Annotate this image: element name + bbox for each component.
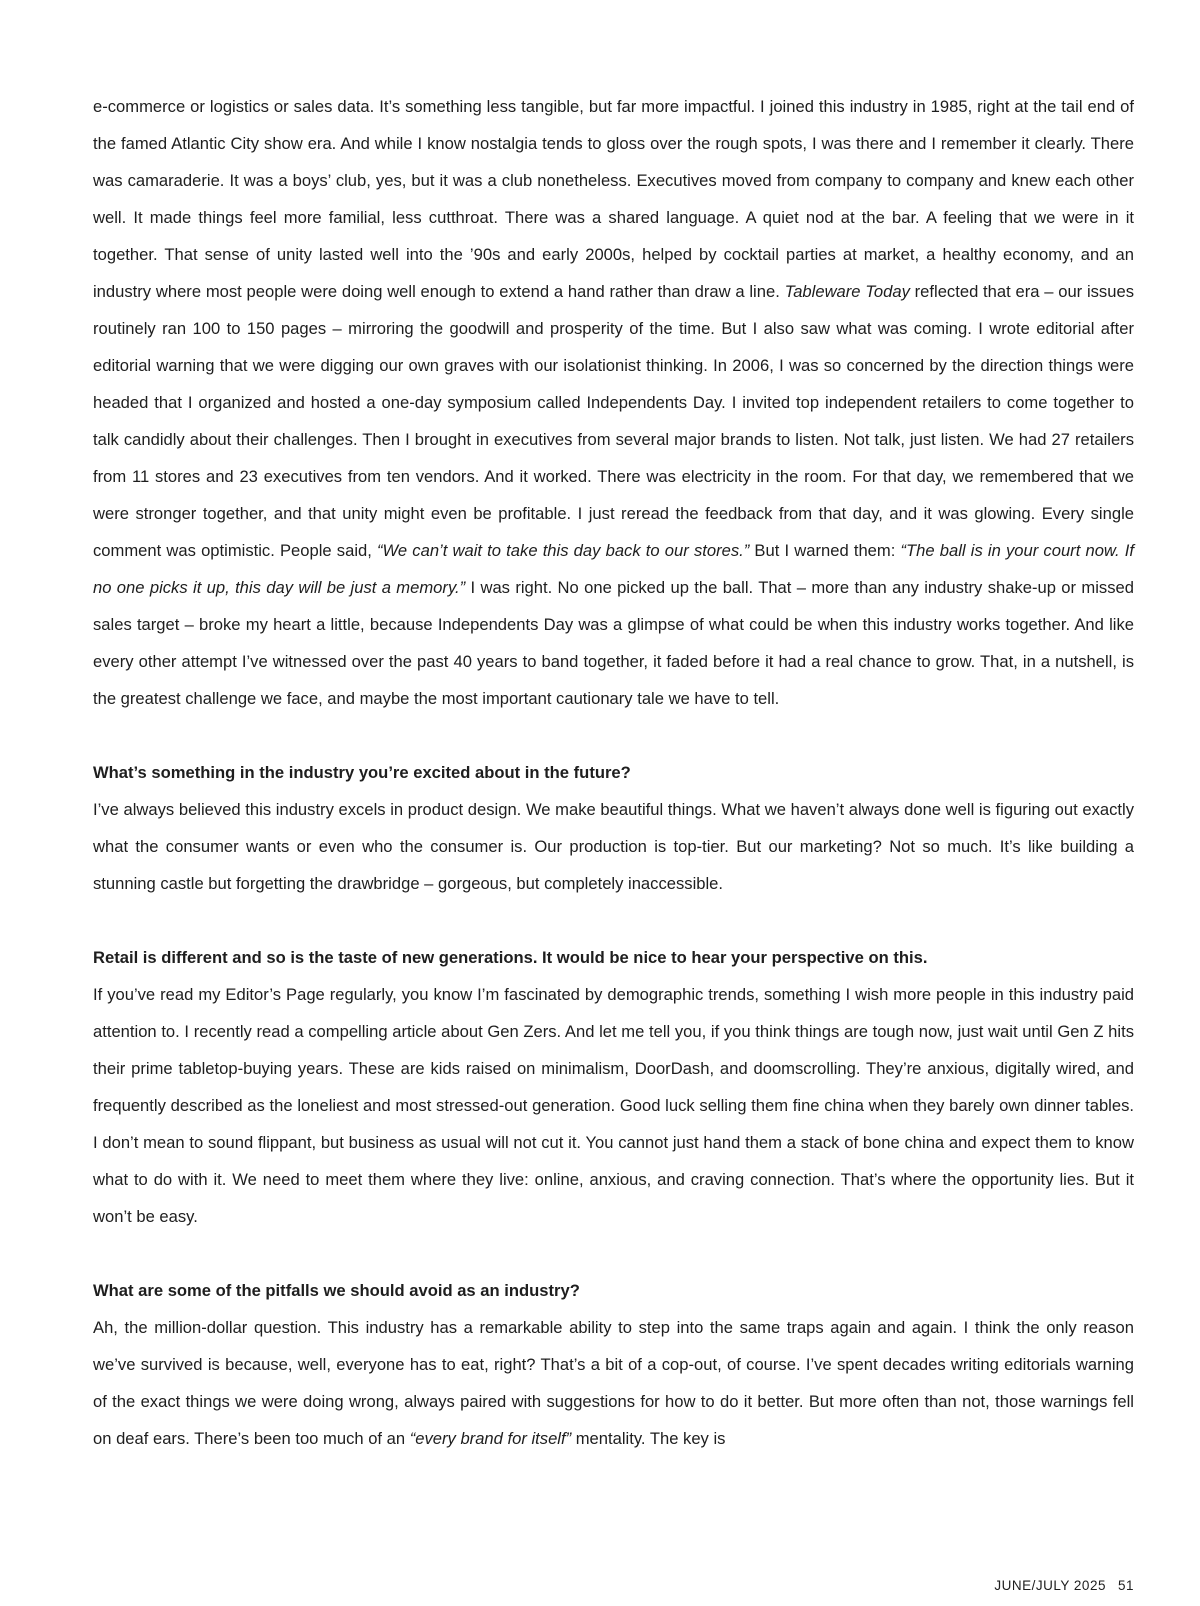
section-gap (93, 1235, 1134, 1272)
intro-text-4: I was right. No one picked up the ball. That – more than any industry shake-up or missed sales target – broke my heart a little, because Independents Day was a glimpse of what could be when this industry works together. And like every other attempt I’ve witnessed over the past 40 years to band together, it faded before it had a real chance to grow. That, in a nutshell, is the greatest challenge we face, and maybe the most important cautionary tale we have to tell. (93, 578, 1134, 708)
pitfalls-text-1: Ah, the million-dollar question. This industry has a remarkable ability to step into the same traps again and again. I think the only reason we’ve survived is because, well, everyone has to eat, right? That’s a bit of a cop-out, of course. I’ve spent decades writing editorials warning of the exact things we were doing wrong, always paired with suggestions for how to do it better. But more often than not, those warnings fell on deaf ears. There’s been too much of an (93, 1318, 1134, 1448)
pitfalls-text-2: mentality. The key is (571, 1429, 726, 1448)
question-generations: Retail is different and so is the taste of new generations. It would be nice to hear your perspective on this. (93, 948, 928, 967)
magazine-title: Tableware Today (784, 282, 910, 301)
issue-date: JUNE/JULY 2025 (994, 1578, 1106, 1593)
intro-text-2: reflected that era – our issues routinely ran 100 to 150 pages – mirroring the goodwill and prosperity of the time. But I also saw what was coming. I wrote editorial after editorial warning that we were digging our own graves with our isolationist thinking. In 2006, I was so concerned by the direction things were headed that I organized and hosted a one-day symposium called Independents Day. I invited top independent retailers to come together to talk candidly about their challenges. Then I brought in executives from several major brands to listen. Not talk, just listen. We had 27 retailers from 11 stores and 23 executives from ten vendors. And it worked. There was electricity in the room. For that day, we remembered that we were stronger together, and that unity might even be profitable. I just reread the feedback from that day, and it was glowing. Every single comment was optimistic. People said, (93, 282, 1134, 560)
quote-retailers: “We can’t wait to take this day back to our stores.” (377, 541, 750, 560)
intro-paragraph (93, 88, 1134, 717)
article-body (93, 88, 1134, 1457)
answer-generations: If you’ve read my Editor’s Page regularly, you know I’m fascinated by demographic trends, something I wish more people in this industry paid attention to. I recently read a compelling article about Gen Zers. And let me tell you, if you think things are tough now, just wait until Gen Z hits their prime tabletop-buying years. These are kids raised on minimalism, DoorDash, and doomscrolling. They’re anxious, digitally wired, and frequently described as the loneliest and most stressed-out generation. Good luck selling them fine china when they barely own dinner tables. I don’t mean to sound flippant, but business as usual will not cut it. You cannot just hand them a stack of bone china and expect them to know what to do with it. We need to meet them where they live: online, anxious, and craving connection. That’s where the opportunity lies. But it won’t be easy. (93, 985, 1134, 1226)
intro-text-1: e-commerce or logistics or sales data. It’s something less tangible, but far more impactful. I joined this industry in 1985, right at the tail end of the famed Atlantic City show era. And while I know nostalgia tends to gloss over the rough spots, I was there and I remember it clearly. There was camaraderie. It was a boys’ club, yes, but it was a club nonetheless. Executives moved from company to company and knew each other well. It made things feel more familial, less cutthroat. There was a shared language. A quiet nod at the bar. A feeling that we were in it together. That sense of unity lasted well into the ’90s and early 2000s, helped by cocktail parties at market, a healthy economy, and an industry where most people were doing well enough to extend a hand rather than draw a line. (93, 97, 1134, 301)
question-pitfalls: What are some of the pitfalls we should avoid as an industry? (93, 1281, 580, 1300)
page-footer (994, 1578, 1134, 1593)
answer-pitfalls (93, 1309, 1134, 1457)
section-gap (93, 717, 1134, 754)
question-future: What’s something in the industry you’re excited about in the future? (93, 763, 631, 782)
intro-text-3: But I warned them: (749, 541, 901, 560)
section-gap (93, 902, 1134, 939)
quote-warning: “The ball is in your court now. If no one picks it up, this day will be just a memory.” (93, 541, 1134, 597)
answer-future: I’ve always believed this industry excels in product design. We make beautiful things. What we haven’t always done well is figuring out exactly what the consumer wants or even who the consumer is. Our production is top-tier. But our marketing? Not so much. It’s like building a stunning castle but forgetting the drawbridge – gorgeous, but completely inaccessible. (93, 800, 1134, 893)
page-number: 51 (1117, 1578, 1134, 1593)
quote-every-brand: “every brand for itself” (409, 1429, 572, 1448)
